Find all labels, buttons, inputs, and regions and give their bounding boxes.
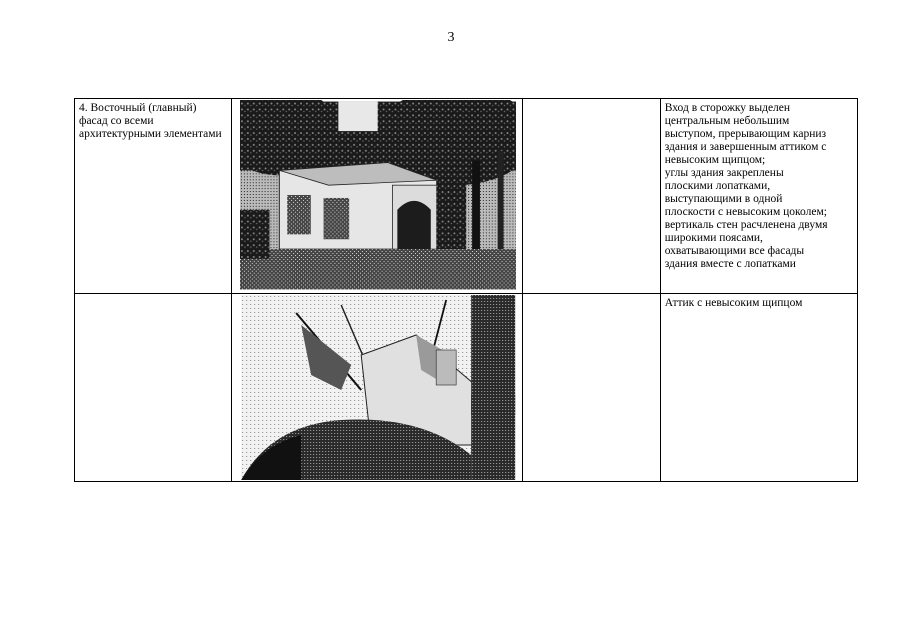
empty-cell [523, 99, 661, 294]
photo-building-facade [240, 100, 516, 291]
page-number: 3 [447, 30, 455, 45]
description-text: Аттик с невысоким щипцом [664, 297, 803, 309]
description-table [74, 98, 858, 482]
element-label-cell [75, 99, 232, 294]
description-cell [660, 294, 857, 482]
empty-cell [523, 294, 661, 482]
description-cell [660, 99, 857, 294]
table-row [75, 294, 858, 482]
description-text: Вход в сторожку выделен центральным небольшим выступом, прерывающим карниз здания и завершенным аттиком с невысоким щипцом; углы здания закреплены плоскими лопатками, выступающими в одной плоскости с невысоким цоколем; вертикаль стен расчленена двумя широкими поясами, охватывающими все фасады здания вместе с лопатками [664, 102, 828, 270]
photo-attic-gable [240, 295, 516, 480]
photo-cell [231, 294, 522, 482]
element-label: 4. Восточный (главный) фасад со всеми архитектурными элементами [79, 102, 222, 140]
element-label-cell [75, 294, 232, 482]
element-label [75, 294, 231, 300]
table-row [75, 99, 858, 294]
photo-cell [231, 99, 522, 294]
